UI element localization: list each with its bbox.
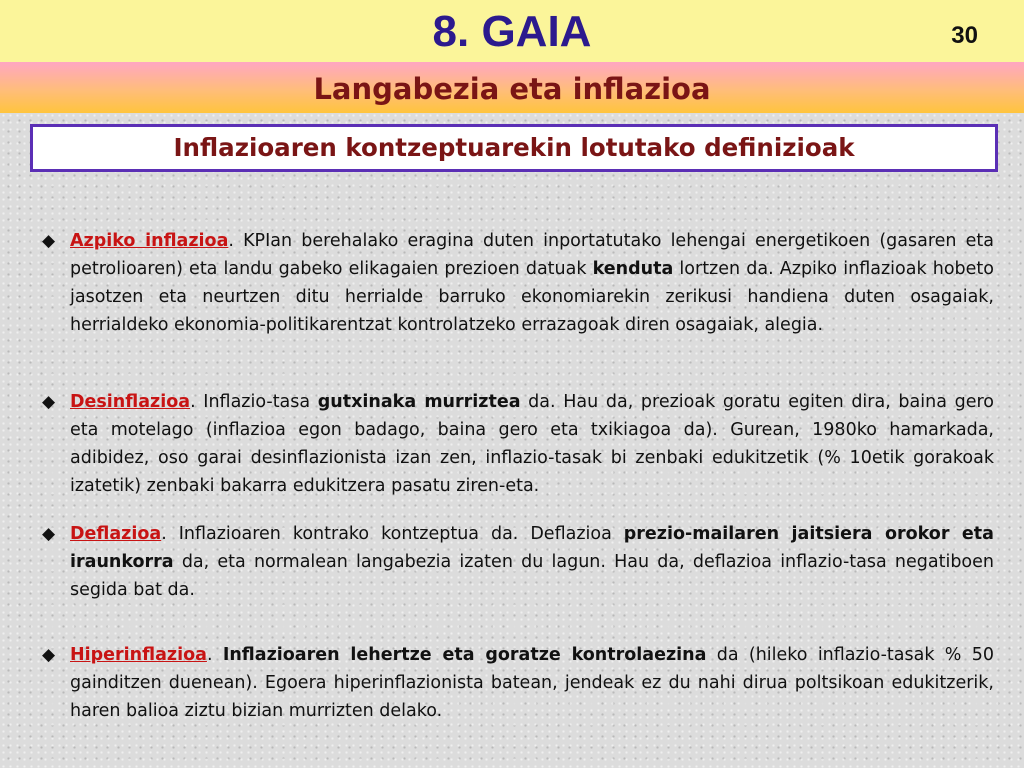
- definition-item: [42, 388, 994, 500]
- definition-item: [42, 641, 994, 725]
- definition-term: Hiperinflazioa: [70, 645, 207, 665]
- diamond-bullet-icon: ◆: [42, 645, 56, 665]
- definition-text: [70, 388, 994, 500]
- definition-text: [70, 227, 994, 339]
- diamond-bullet-icon: ◆: [42, 524, 56, 544]
- definition-body: da, eta normalean langabezia izaten du lagun. Hau da, deflazioa inflazio-tasa negatiboen segida bat da.: [70, 552, 994, 600]
- section-heading-box: [30, 124, 998, 172]
- definition-term: Azpiko inflazioa: [70, 231, 229, 251]
- definition-term: Deflazioa: [70, 524, 162, 544]
- chapter-title: 8. GAIA: [432, 7, 592, 56]
- definition-emphasis: Inflazioaren lehertze eta goratze kontrolaezina: [222, 645, 707, 665]
- definition-body: da (hileko inflazio-tasak % 50 gainditzen duenean). Egoera hiperinflazionista batean, jendeak ez du nahi dirua poltsikoan edukitzerik, haren balioa ziztu bizian murrizten delako.: [70, 645, 994, 721]
- definition-body: da. Hau da, prezioak goratu egiten dira, baina gero eta motelago (inflazioa egon badago, baina gero eta txikiagoa da). Gurean, 1980ko hamarkada, adibidez, oso garai desinflazionista izan zen, inflazio-tasak bi zenbaki edukitzetik (% 10etik gorakoak izatetik) zenbaki bakarra edukitzera pasatu ziren-eta.: [70, 392, 994, 496]
- definition-emphasis: prezio-mailaren jaitsiera orokor eta iraunkorra: [70, 524, 994, 572]
- header-top-band: [0, 0, 1024, 62]
- diamond-bullet-icon: ◆: [42, 231, 56, 251]
- definition-emphasis: gutxinaka murriztea: [317, 392, 521, 412]
- definition-item: [42, 227, 994, 339]
- page-number: 30: [951, 22, 978, 49]
- definition-text: [70, 520, 994, 604]
- definition-body: .: [206, 645, 223, 665]
- definition-emphasis: kenduta: [592, 259, 674, 279]
- section-heading: Inflazioaren kontzeptuarekin lotutako definizioak: [173, 133, 855, 162]
- diamond-bullet-icon: ◆: [42, 392, 56, 412]
- slide-subtitle: Langabezia eta inflazioa: [313, 72, 711, 106]
- definition-body: . KPIan berehalako eragina duten inportatutako lehengai energetikoen (gasaren eta petrolioaren) eta landu gabeko elikagaien prezioen datuak: [70, 231, 994, 279]
- definition-body: . Inflazio-tasa: [190, 392, 318, 412]
- definition-body: lortzen da. Azpiko inflazioak hobeto jasotzen eta neurtzen ditu herrialde barruko ekonomiarekin zerikusi handiena duten osagaiak, herrialdeko ekonomia-politikarentzat kontrolatzeko errazagoak diren osagaiak, alegia.: [70, 259, 994, 335]
- definition-body: . Inflazioaren kontrako kontzeptua da. Deflazioa: [161, 524, 624, 544]
- definition-term: Desinflazioa: [70, 392, 191, 412]
- definition-text: [70, 641, 994, 725]
- definition-item: [42, 520, 994, 604]
